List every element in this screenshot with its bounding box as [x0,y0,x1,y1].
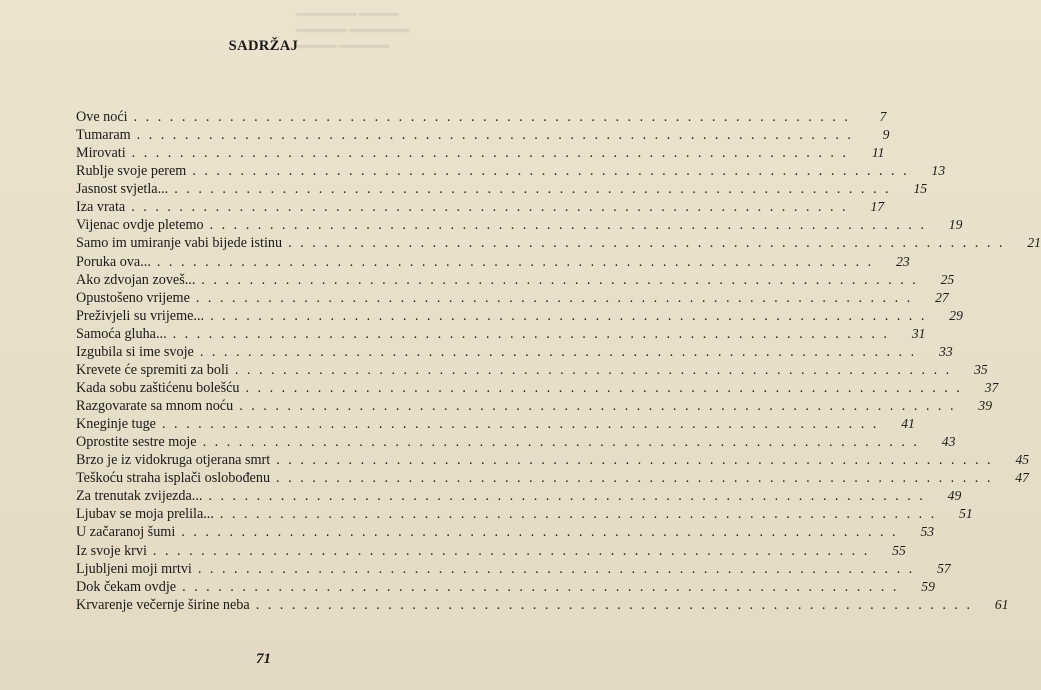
toc-entry-page: 47 [1015,470,1029,486]
toc-entry-title: Razgovarate sa mnom noću [76,398,234,414]
dot-leader: ............................................................ [288,235,1011,252]
dot-leader: ............................................................ [208,488,932,505]
dot-leader: ............................................................ [182,578,905,595]
toc-entry [76,416,915,434]
dot-leader: ............................................................ [255,596,979,613]
dot-leader: ............................................................ [161,416,885,433]
toc-entry [76,109,887,127]
dot-leader: ............................................................ [172,325,896,342]
toc-entry [76,217,963,235]
toc-entry [76,578,935,597]
toc-entry [76,398,993,416]
dot-leader: ............................................................ [133,109,857,125]
toc-entry [76,379,999,398]
toc-entry-title: Ljubav se moja prelila... [76,506,214,523]
toc-entry-title: Krevete će spremiti za boli [76,361,229,378]
table-of-contents [76,109,1041,615]
toc-entry [76,271,955,290]
toc-entry-title: Mirovati [76,145,126,162]
toc-entry [76,524,935,542]
toc-entry-page: 59 [921,578,935,594]
toc-entry-title: Za trenutak zvijezda... [76,488,203,505]
toc-entry-page: 61 [994,596,1009,612]
toc-entry [76,235,1041,253]
toc-entry-page: 45 [1015,452,1030,468]
toc-entry-title: Preživjeli su vrijeme... [76,307,205,324]
toc-entry-page: 31 [911,325,926,341]
toc-entry [76,163,946,181]
toc-entry [76,145,885,163]
toc-entry-page: 49 [947,488,962,504]
toc-entry-title: Samoća gluha... [76,325,167,342]
dot-leader: ............................................................ [181,524,905,541]
toc-entry [76,361,988,380]
toc-entry-title: Krvarenje večernje širine neba [76,596,250,613]
toc-entry-title: Iz svoje krvi [76,542,147,559]
toc-entry [76,452,1030,470]
page-number: 71 [256,651,271,667]
toc-entry-title: U začaranoj šumi [76,524,176,541]
toc-entry-title: Dok čekam ovdje [76,578,177,595]
dot-leader: ............................................................ [197,560,921,577]
dot-leader: ............................................................ [219,506,943,523]
dot-leader: ............................................................ [152,542,876,559]
toc-entry-page: 7 [879,109,887,124]
toc-entry-title: Opustošeno vrijeme [76,289,190,306]
dot-leader: ............................................................ [276,452,1000,469]
toc-entry-page: 33 [939,343,953,359]
show-through-text: ▬▬▬▬▬▬ ▬▬▬▬ ▬▬▬▬▬ ▬▬▬▬▬▬ ▬▬▬▬ ▬▬▬▬▬ [296,8,409,51]
toc-entry-title: Brzo je iz vidokruga otjerana smrt [76,452,271,469]
toc-entry [76,596,1009,615]
toc-entry-page: 57 [937,560,951,576]
toc-entry-page: 41 [901,416,915,432]
toc-entry-page: 19 [948,217,963,233]
toc-entry [76,488,962,506]
toc-entry-page: 55 [892,542,906,558]
toc-entry-page: 13 [931,163,946,179]
toc-entry [76,199,885,217]
toc-entry-page: 27 [935,289,949,305]
toc-entry [76,470,1029,488]
dot-leader: ............................................................ [210,307,933,324]
toc-entry-title: Rublje svoje perem [76,163,187,180]
toc-entry [76,127,890,145]
toc-entry [76,434,956,452]
toc-entry-page: 51 [959,506,973,522]
toc-entry-title: Teškoću straha isplači oslobođenu [76,470,271,487]
toc-entry-title: Ove noći [76,109,128,125]
toc-entry [76,325,926,344]
dot-leader: ............................................................ [195,289,919,306]
toc-entry-title: Poruka ova... [76,253,151,270]
dot-leader: ............................................................ [156,253,880,270]
dot-leader: ............................................................ [245,379,969,396]
toc-entry-page: 21 [1027,235,1041,251]
toc-entry-page: 53 [920,524,935,540]
toc-entry-title: Samo im umiranje vabi bijede istinu [76,235,283,252]
toc-entry-page: 29 [949,307,963,323]
dot-leader: ............................................................ [192,163,916,180]
toc-entry-page: 35 [974,361,988,377]
toc-entry-title: Kada sobu zaštićenu bolešću [76,379,240,396]
toc-entry-page: 39 [978,398,993,413]
dot-leader: ............................................................ [276,470,999,487]
toc-entry-title: Tumaram [76,127,131,144]
toc-entry-title: Jasnost svjetla... [76,181,169,198]
toc-entry-title: Ako zdvojan zoveš... [76,271,196,288]
toc-entry-page: 17 [870,199,885,215]
toc-entry-title: Ljubljeni moji mrtvi [76,560,192,577]
toc-entry-title: Oprostite sestre moje [76,434,197,451]
toc-entry-page: 15 [913,181,928,197]
toc-entry-page: 9 [882,127,890,143]
dot-leader: ............................................................ [199,343,923,360]
dot-leader: ............................................................ [136,127,860,144]
toc-entry [76,289,949,308]
dot-leader: ............................................................ [174,181,898,198]
toc-entry-title: Iza vrata [76,199,126,216]
toc-entry-title: Vijenac ovdje pletemo [76,217,204,234]
toc-entry-page: 23 [896,253,910,269]
dot-leader: ............................................................ [202,434,926,451]
dot-leader: ............................................................ [234,361,958,378]
dot-leader: ............................................................ [131,145,855,162]
toc-entry-title: Kneginje tuge [76,416,156,433]
dot-leader: ............................................................ [239,398,963,414]
dot-leader: ............................................................ [201,271,925,288]
toc-entry-page: 11 [871,145,885,161]
dot-leader: ............................................................ [131,199,855,216]
toc-entry [76,560,951,579]
toc-entry [76,253,910,272]
toc-entry [76,542,906,561]
toc-entry-page: 37 [984,379,999,395]
toc-entry-page: 25 [940,271,955,287]
toc-entry-page: 43 [941,434,956,450]
toc-entry [76,343,953,362]
toc-entry [76,307,963,326]
toc-entry [76,506,973,524]
page-title: SADRŽAJ [228,38,299,54]
toc-entry [76,181,928,199]
dot-leader: ............................................................ [209,217,933,234]
toc-entry-title: Izgubila si ime svoje [76,343,194,360]
